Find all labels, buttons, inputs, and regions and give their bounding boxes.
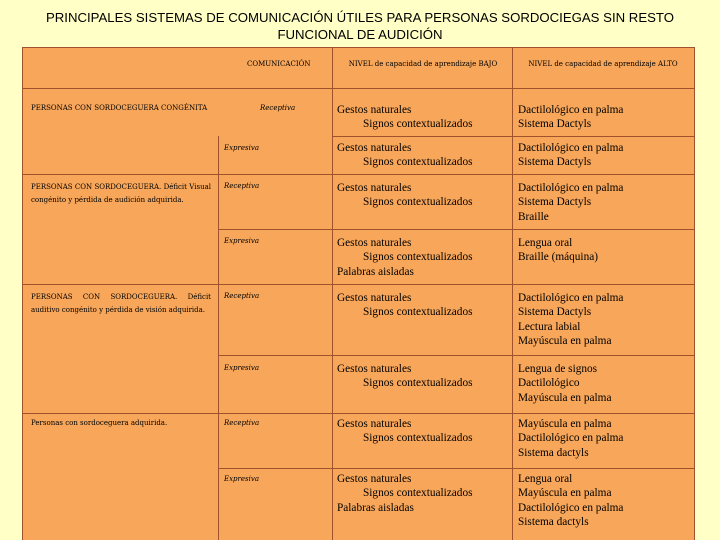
column-divider bbox=[218, 136, 219, 540]
high-level-cell bbox=[518, 291, 623, 349]
cell-line: Braille (máquina) bbox=[518, 251, 598, 264]
low-level-cell bbox=[337, 103, 473, 132]
column-divider bbox=[512, 47, 513, 540]
row-divider bbox=[218, 468, 695, 469]
mode-label: Expresiva bbox=[224, 475, 259, 483]
cell-line: Palabras aisladas bbox=[337, 501, 414, 514]
row-divider bbox=[22, 284, 695, 285]
page-title: PRINCIPALES SISTEMAS DE COMUNICACIÓN ÚTILES PARA PERSONAS SORDOCIEGAS SIN RESTO FUNCIONAL DE AUDICIÓN bbox=[45, 10, 674, 42]
row-divider bbox=[22, 413, 695, 414]
cell-line: Mayúscula en palma bbox=[518, 418, 612, 430]
cell-line: Sistema Dactyls bbox=[518, 306, 592, 319]
cell-line: Palabras aisladas bbox=[337, 265, 414, 278]
mode-label: Receptiva bbox=[224, 292, 260, 300]
low-level-cell bbox=[337, 472, 473, 515]
group-label: PERSONAS CON SORDOCEGUERA CONGÉNITA bbox=[31, 104, 208, 112]
cell-line: Signos contextualizados bbox=[363, 432, 473, 445]
cell-line: Gestos naturales bbox=[337, 142, 412, 154]
group-label: PERSONAS CON SORDOCEGUERA. Déficit auditivo congénito y pérdida de visión adquirida. bbox=[31, 293, 211, 314]
cell-line: Dactilológico en palma bbox=[518, 142, 624, 154]
row-divider bbox=[218, 229, 695, 230]
group-label: PERSONAS CON SORDOCEGUERA. Déficit Visual congénito y pérdida de audición adquirida. bbox=[31, 183, 211, 204]
low-level-cell bbox=[337, 417, 473, 446]
cell-line: Lengua oral bbox=[518, 237, 573, 249]
cell-line: Dactilológico en palma bbox=[518, 182, 624, 194]
high-level-cell bbox=[518, 236, 598, 265]
row-divider bbox=[22, 174, 695, 175]
column-divider bbox=[694, 47, 695, 540]
cell-line: Signos contextualizados bbox=[363, 196, 473, 209]
cell-line: Dactilológico en palma bbox=[518, 104, 624, 116]
cell-line: Gestos naturales bbox=[337, 473, 412, 485]
cell-line: Mayúscula en palma bbox=[518, 335, 612, 348]
low-level-cell bbox=[337, 181, 473, 210]
row-divider bbox=[22, 47, 695, 48]
cell-line: Signos contextualizados bbox=[363, 156, 473, 169]
header-nivel-alto: NIVEL de capacidad de aprendizaje ALTO bbox=[528, 60, 678, 68]
cell-line: Signos contextualizados bbox=[363, 251, 473, 264]
cell-line: Dactilológico bbox=[518, 377, 580, 390]
high-level-cell bbox=[518, 362, 611, 405]
cell-line: Lengua oral bbox=[518, 473, 573, 485]
high-level-cell bbox=[518, 181, 623, 224]
high-level-cell bbox=[518, 417, 623, 460]
cell-line: Dactilológico en palma bbox=[518, 292, 624, 304]
high-level-cell bbox=[518, 141, 623, 170]
cell-line: Dactilológico en palma bbox=[518, 501, 624, 514]
cell-line: Sistema dactyls bbox=[518, 446, 589, 459]
mode-label: Receptiva bbox=[224, 182, 260, 190]
cell-line: Sistema Dactyls bbox=[518, 118, 592, 131]
cell-line: Sistema Dactyls bbox=[518, 196, 592, 209]
cell-line: Signos contextualizados bbox=[363, 487, 473, 500]
low-level-cell bbox=[337, 362, 473, 391]
cell-line: Mayúscula en palma bbox=[518, 487, 612, 500]
cell-line: Lectura labial bbox=[518, 320, 581, 333]
cell-line: Lengua de signos bbox=[518, 363, 598, 375]
column-divider bbox=[332, 47, 333, 540]
cell-line: Signos contextualizados bbox=[363, 377, 473, 390]
high-level-cell bbox=[518, 472, 623, 530]
communication-systems-table bbox=[22, 47, 695, 540]
cell-line: Dactilológico en palma bbox=[518, 432, 624, 445]
cell-line: Sistema dactyls bbox=[518, 516, 589, 529]
cell-line: Gestos naturales bbox=[337, 292, 412, 304]
mode-label: Receptiva bbox=[260, 104, 296, 112]
cell-line: Gestos naturales bbox=[337, 237, 412, 249]
mode-label: Expresiva bbox=[224, 364, 259, 372]
high-level-cell bbox=[518, 103, 623, 132]
cell-line: Sistema Dactyls bbox=[518, 156, 592, 169]
cell-line: Gestos naturales bbox=[337, 418, 412, 430]
low-level-cell bbox=[337, 291, 473, 320]
row-divider bbox=[218, 355, 695, 356]
column-divider bbox=[22, 47, 23, 540]
cell-line: Braille bbox=[518, 210, 549, 223]
cell-line: Signos contextualizados bbox=[363, 306, 473, 319]
cell-line: Gestos naturales bbox=[337, 104, 412, 116]
header-nivel-bajo: NIVEL de capacidad de aprendizaje BAJO bbox=[348, 60, 498, 68]
cell-line: Mayúscula en palma bbox=[518, 391, 612, 404]
group-label: Personas con sordoceguera adquirida. bbox=[31, 419, 168, 427]
low-level-cell bbox=[337, 236, 473, 279]
mode-label: Expresiva bbox=[224, 144, 259, 152]
row-divider bbox=[332, 136, 695, 137]
low-level-cell bbox=[337, 141, 473, 170]
cell-line: Signos contextualizados bbox=[363, 118, 473, 131]
cell-line: Gestos naturales bbox=[337, 182, 412, 194]
row-divider bbox=[22, 88, 695, 89]
mode-label: Expresiva bbox=[224, 237, 259, 245]
mode-label: Receptiva bbox=[224, 419, 260, 427]
header-comunicacion: COMUNICACIÓN bbox=[247, 60, 311, 68]
cell-line: Gestos naturales bbox=[337, 363, 412, 375]
